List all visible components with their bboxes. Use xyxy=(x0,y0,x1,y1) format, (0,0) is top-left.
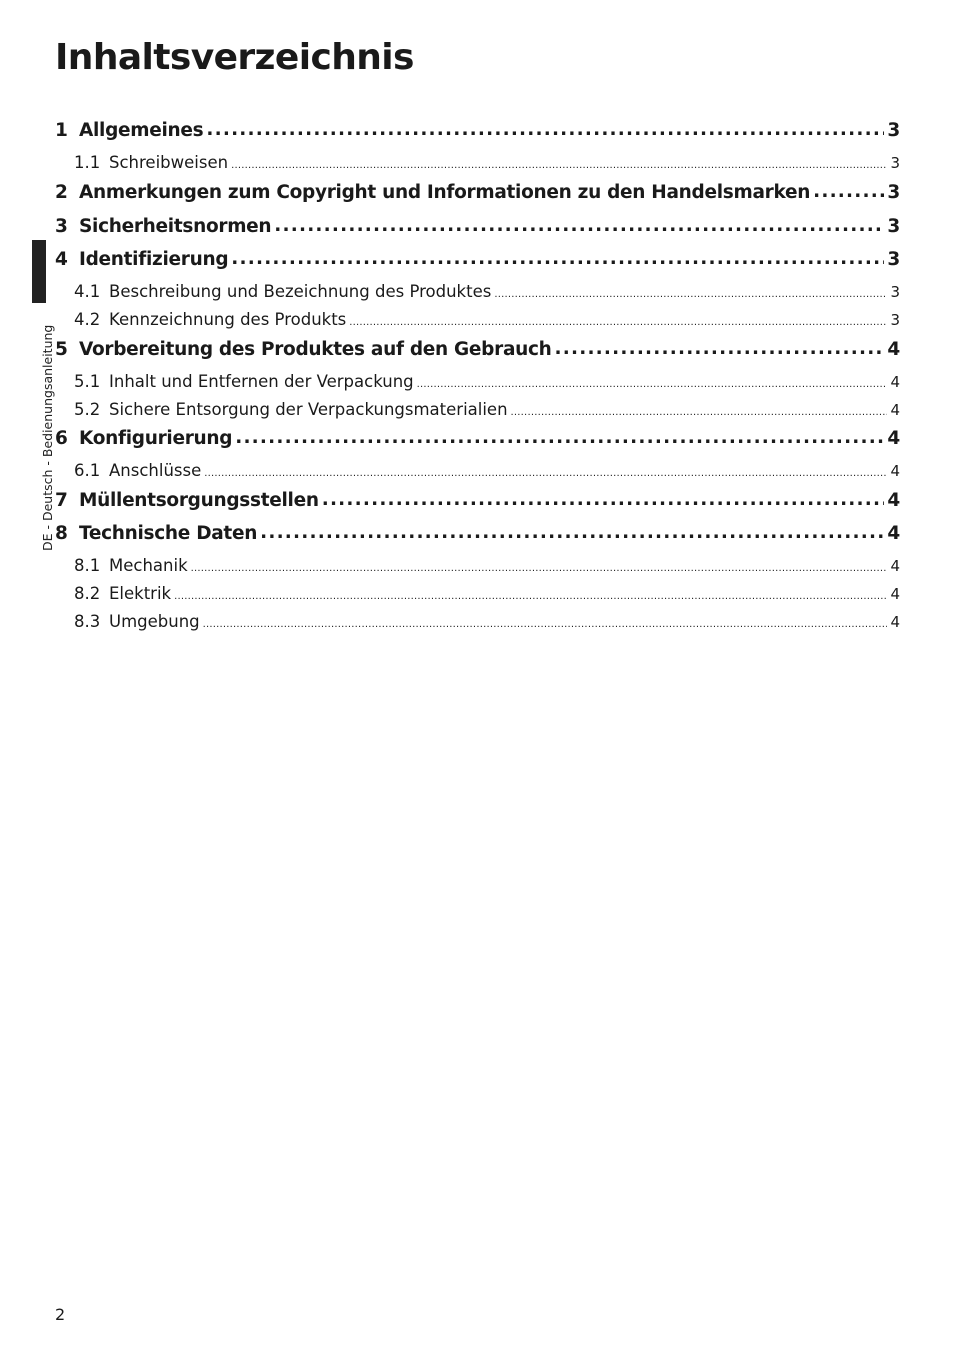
toc-entry[interactable] xyxy=(55,213,900,237)
toc-label: Vorbereitung des Produktes auf den Gebrauch xyxy=(79,338,552,360)
toc-number: 5.2 xyxy=(74,399,101,419)
toc-entry[interactable] xyxy=(55,610,900,631)
toc-leader xyxy=(231,151,887,168)
toc-label: Allgemeines xyxy=(79,119,204,141)
toc-leader xyxy=(494,280,887,297)
toc-number: 1 xyxy=(55,119,68,141)
toc-leader xyxy=(260,520,884,539)
page-title: Inhaltsverzeichnis xyxy=(55,37,414,78)
toc-leader xyxy=(417,370,888,387)
toc-page: 4 xyxy=(890,372,900,391)
toc-page: 3 xyxy=(890,310,900,329)
toc-label: Konfigurierung xyxy=(79,427,233,449)
toc-number: 8.1 xyxy=(74,555,101,575)
toc-number: 8 xyxy=(55,522,68,544)
toc-page: 3 xyxy=(887,215,900,237)
toc-page: 4 xyxy=(890,400,900,419)
toc-entry[interactable] xyxy=(55,117,900,141)
toc-entry[interactable] xyxy=(55,487,900,511)
toc-label: Identifizierung xyxy=(79,248,229,270)
toc-label: Sichere Entsorgung der Verpackungsmaterialien xyxy=(109,399,508,419)
toc-leader xyxy=(191,554,888,571)
toc-label: Inhalt und Entfernen der Verpackung xyxy=(109,371,414,391)
toc-number: 8.2 xyxy=(74,583,101,603)
toc-entry[interactable] xyxy=(55,554,900,575)
toc-label: Umgebung xyxy=(109,611,200,631)
toc-page: 4 xyxy=(887,489,900,511)
toc-leader xyxy=(555,336,885,355)
toc-label: Anschlüsse xyxy=(109,460,202,480)
toc-entry[interactable] xyxy=(55,459,900,480)
toc-entry[interactable] xyxy=(55,151,900,172)
toc-label: Kennzeichnung des Produkts xyxy=(109,309,347,329)
toc-page: 3 xyxy=(890,153,900,172)
toc-page: 4 xyxy=(887,338,900,360)
toc-leader xyxy=(813,179,884,198)
toc-page: 4 xyxy=(890,461,900,480)
toc-page: 4 xyxy=(890,612,900,631)
toc-leader xyxy=(204,459,887,476)
toc-entry[interactable] xyxy=(55,336,900,360)
side-label: DE - Deutsch - Bedienungsanleitung xyxy=(40,324,55,551)
toc-number: 8.3 xyxy=(74,611,101,631)
toc-number: 2 xyxy=(55,181,68,203)
toc-number: 4.2 xyxy=(74,309,101,329)
toc-page: 3 xyxy=(890,282,900,301)
toc-label: Technische Daten xyxy=(79,522,258,544)
toc-leader xyxy=(235,425,884,444)
page-number: 2 xyxy=(55,1305,66,1324)
toc-entry[interactable] xyxy=(55,520,900,544)
toc-entry[interactable] xyxy=(55,370,900,391)
toc-page: 4 xyxy=(890,584,900,603)
toc-label: Elektrik xyxy=(109,583,172,603)
toc-number: 5.1 xyxy=(74,371,101,391)
toc-number: 3 xyxy=(55,215,68,237)
toc-leader xyxy=(206,117,884,136)
toc-page: 4 xyxy=(887,427,900,449)
toc-entry[interactable] xyxy=(55,398,900,419)
toc-label: Mechanik xyxy=(109,555,188,575)
toc-page: 3 xyxy=(887,119,900,141)
toc-label: Müllentsorgungsstellen xyxy=(79,489,319,511)
toc-entry[interactable] xyxy=(55,179,900,203)
toc-page: 4 xyxy=(890,556,900,575)
toc-entry[interactable] xyxy=(55,425,900,449)
toc-page: 4 xyxy=(887,522,900,544)
toc-number: 4.1 xyxy=(74,281,101,301)
toc-leader xyxy=(274,213,884,232)
toc-number: 7 xyxy=(55,489,68,511)
toc-label: Anmerkungen zum Copyright und Informationen zu den Handelsmarken xyxy=(79,181,811,203)
toc-leader xyxy=(349,308,887,325)
toc-number: 5 xyxy=(55,338,68,360)
section-marker xyxy=(32,240,46,303)
toc-page: 3 xyxy=(887,248,900,270)
toc-entry[interactable] xyxy=(55,308,900,329)
toc-leader xyxy=(174,582,887,599)
toc-number: 6.1 xyxy=(74,460,101,480)
toc-leader xyxy=(322,487,885,506)
toc-page: 3 xyxy=(887,181,900,203)
toc-leader xyxy=(511,398,888,415)
toc-leader xyxy=(231,246,884,265)
toc-entry[interactable] xyxy=(55,280,900,301)
toc-leader xyxy=(203,610,888,627)
toc-label: Sicherheitsnormen xyxy=(79,215,272,237)
toc-entry[interactable] xyxy=(55,582,900,603)
toc-number: 4 xyxy=(55,248,68,270)
toc-label: Schreibweisen xyxy=(109,152,229,172)
toc-number: 6 xyxy=(55,427,68,449)
toc-entry[interactable] xyxy=(55,246,900,270)
toc-number: 1.1 xyxy=(74,152,101,172)
toc-label: Beschreibung und Bezeichnung des Produktes xyxy=(109,281,492,301)
